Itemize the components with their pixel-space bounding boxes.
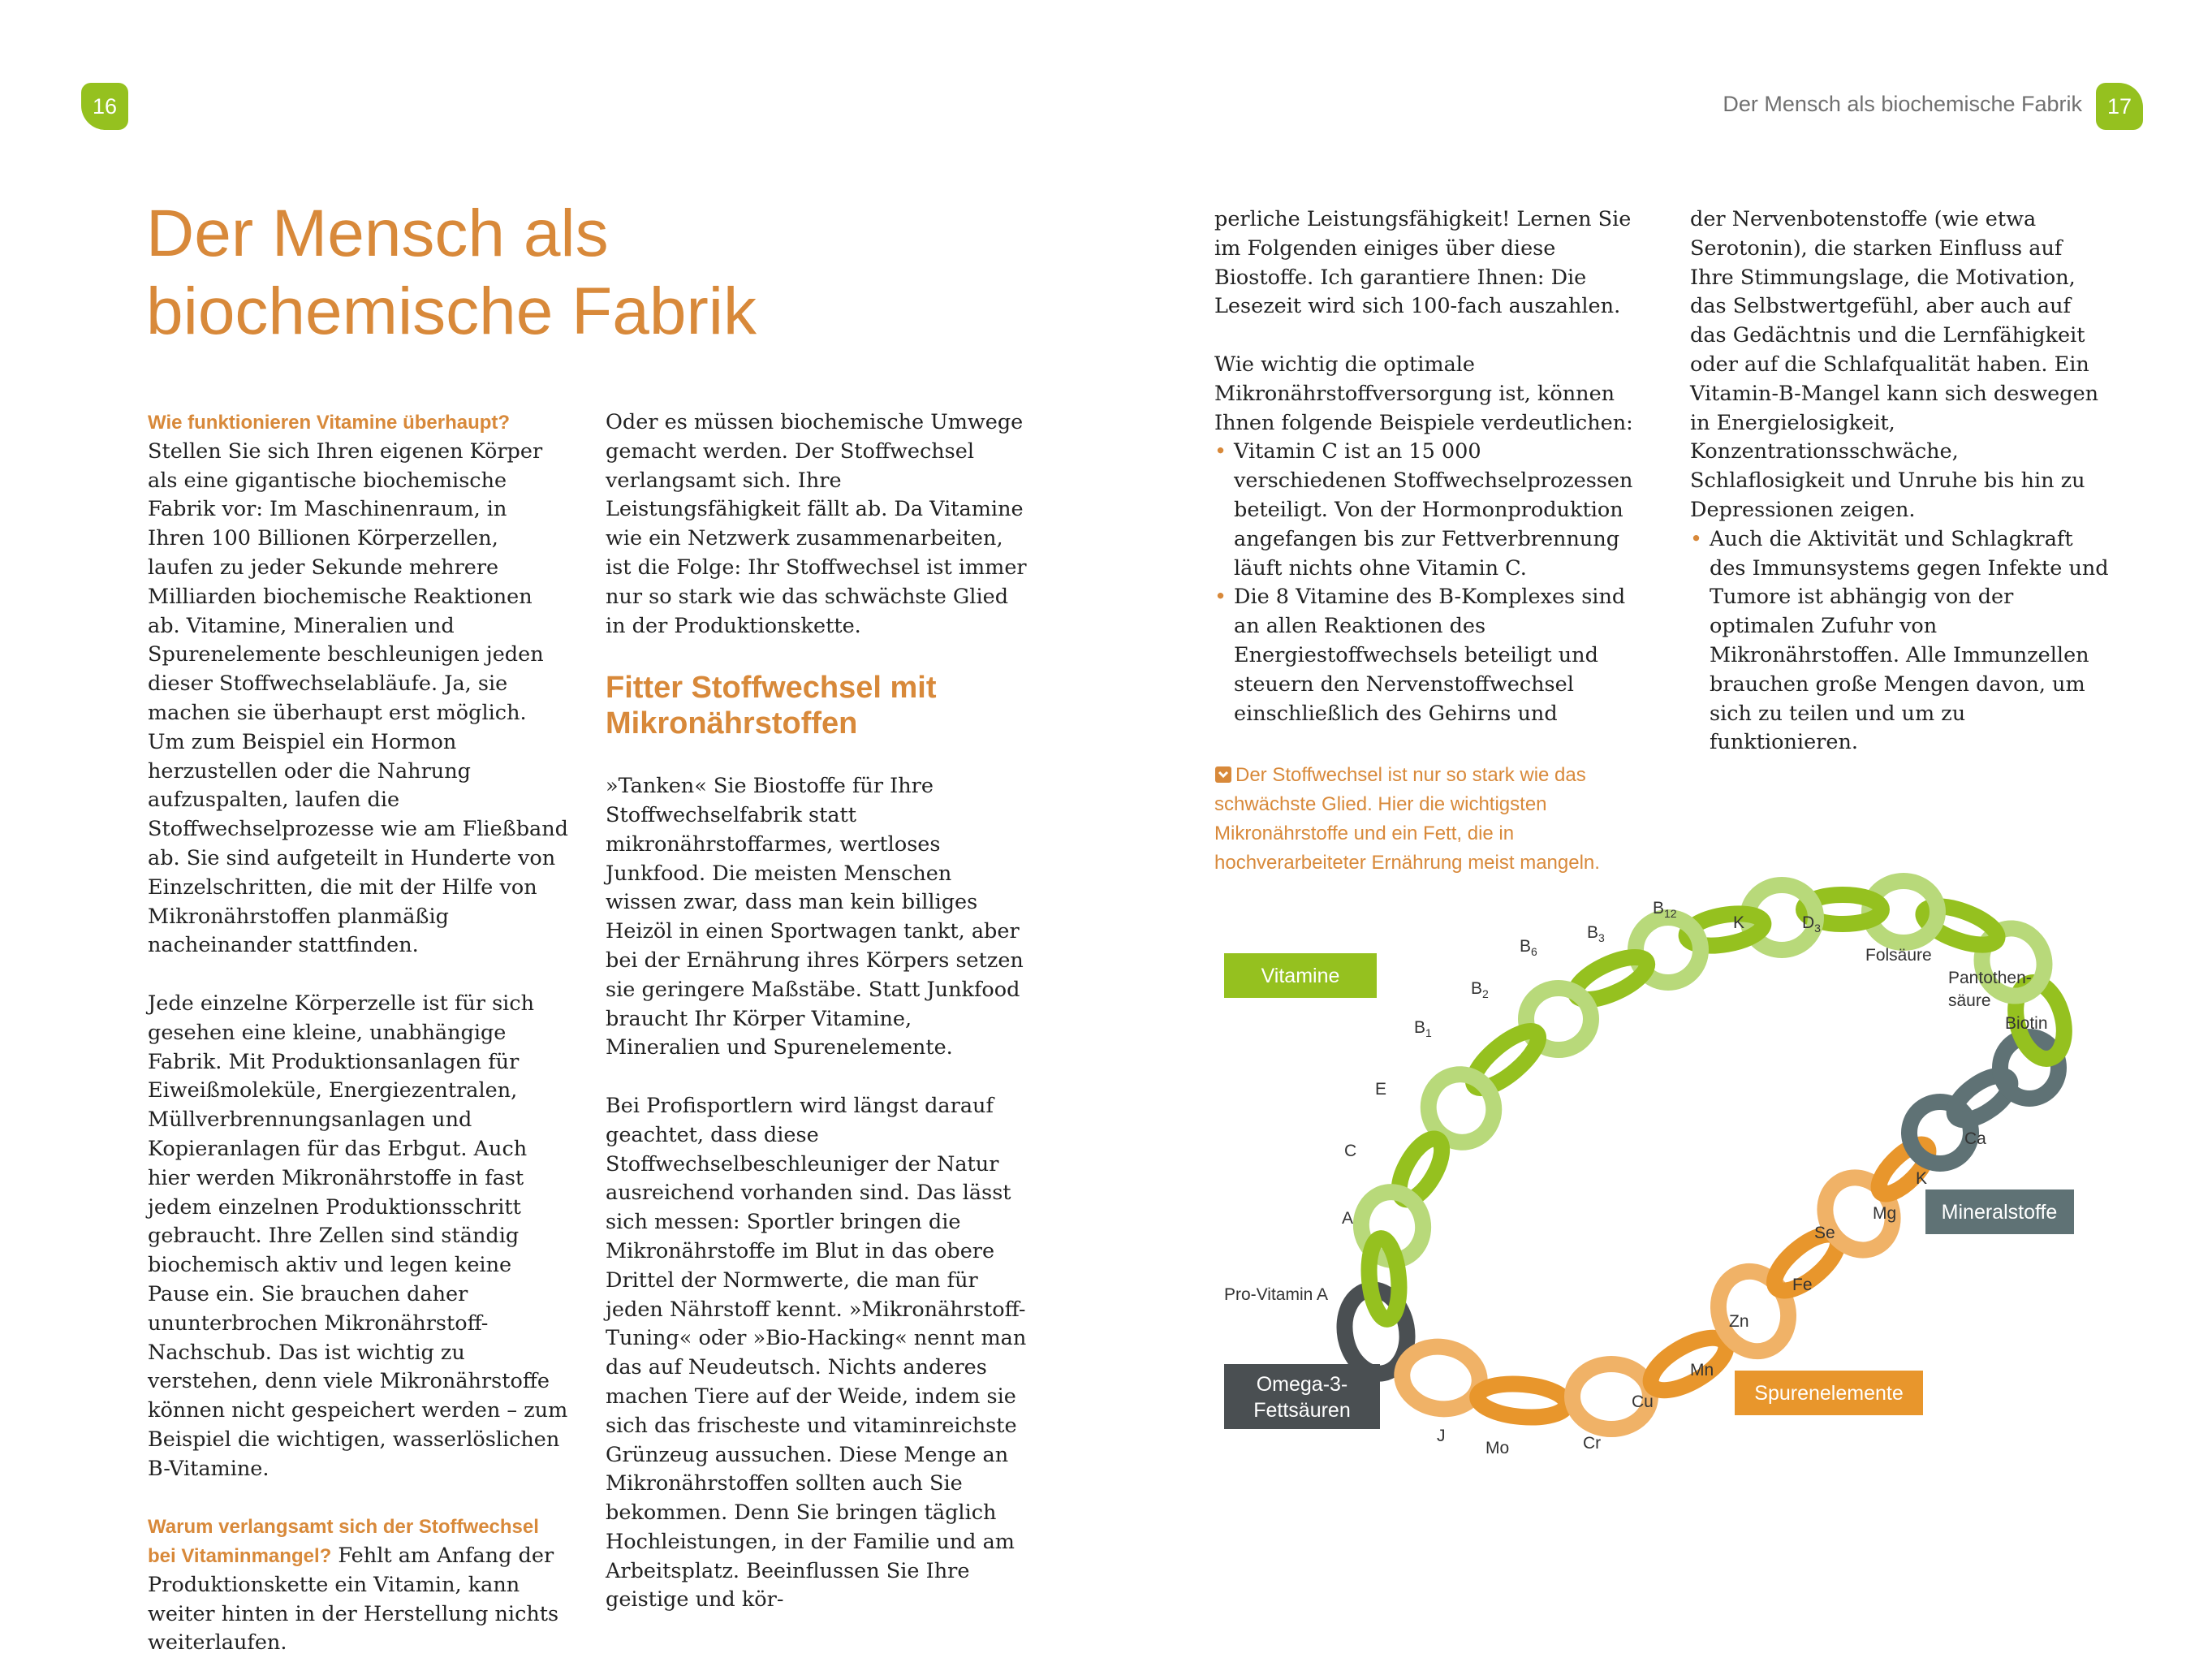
text-column-4 bbox=[1690, 205, 2112, 758]
paragraph-nervenbotenstoffe: der Nervenbotenstoffe (wie etwa Serotonin), die starken Einfluss auf Ihre Stimmungslage, die Motivation, das Selbstwertgefühl, aber auch auf das Gedächtnis und die Lernfähigkeit oder auf die Schlafqualität haben. Ein Vitamin-B-Mangel kann sich deswegen in Energielosigkeit, Konzentrationsschwäche, Schlaflosigkeit und Unruhe bis hin zu Depressionen zeigen. bbox=[1690, 207, 2099, 522]
label-e: E bbox=[1375, 1080, 1387, 1099]
page-number-right: 17 bbox=[2096, 83, 2143, 130]
paragraph-koerperzelle: Jede einzelne Körperzelle ist für sich gesehen eine kleine, unabhängige Fabrik. Mit Produktionsanlagen für Eiweißmoleküle, Energiezentralen, Müllverbrennungsanlagen und Kopieranlagen für das Erbgut. Auch hier werden Mikronährstoffe in fast jedem einzelnen Produktionsschritt gebraucht. Ihre Zellen sind ständig biochemisch aktiv und legen keine Pause ein. Sie brauchen daher ununterbrochen Mikronährstoff-Nachschub. Das ist wichtig zu verstehen, denn viele Mikronährstoffe können nicht gespeichert werden – zum Beispiel die wichtigen, wasserlöslichen B-Vitamine. bbox=[148, 991, 568, 1481]
caption-text: Der Stoffwechsel ist nur so stark wie das schwächste Glied. Hier die wichtigsten Mikronährstoffe und ein Fett, die in hochverarbeiteter Ernährung meist mangeln. bbox=[1214, 764, 1600, 874]
text-column-1 bbox=[148, 408, 570, 1658]
paragraph-profisportler: Bei Profisportlern wird längst darauf geachtet, dass diese Stoffwechselbeschleuniger der Natur ausreichend vorhanden sind. Das lässt sich messen: Sportler bringen die Mikronährstoffe im Blut in das obere Drittel der Normwerte, die man für jeden Nährstoff kennt. »Mikronährstoff-Tuning« oder »Bio-Hacking« nennt man das auf Neudeutsch. Nichts anderes machen Tiere auf der Weide, indem sie sich das frischeste und vitaminreichste Grünzeug aussuchen. Diese Menge an Mikronährstoffen sollten auch Sie bekommen. Denn Sie bringen täglich Hochleistungen, in der Familie und am Arbeitsplatz. Beeinflussen Sie Ihre geistige und kör- bbox=[606, 1093, 1027, 1613]
paragraph-text: Fehlt am Anfang der Produktionskette ein Vitamin, kann weiter hinten in der Herstellung nichts weiterlaufen. bbox=[148, 1544, 559, 1656]
label-mn: Mn bbox=[1690, 1361, 1714, 1380]
label-d3: $D_3$ bbox=[1802, 913, 1821, 935]
label-b2: $B_2$ bbox=[1471, 979, 1489, 1000]
title-line-2: biochemische Fabrik bbox=[146, 274, 757, 348]
label-k: K bbox=[1733, 913, 1745, 932]
label-b6: $B_6$ bbox=[1520, 937, 1537, 958]
label-box-spurenelemente bbox=[1735, 1371, 1923, 1415]
label-b1: $B_1$ bbox=[1414, 1018, 1432, 1039]
chain-link-pro-vitamin-a bbox=[1366, 1237, 1403, 1321]
label-ca: Ca bbox=[1964, 1129, 1986, 1148]
label-b3: $B_3$ bbox=[1587, 923, 1605, 944]
section-subhead: Fitter Stoffwechsel mit Mikronährstoffen bbox=[606, 671, 937, 741]
paragraph-leistungsfaehigkeit: perliche Leistungsfähigkeit! Lernen Sie im Folgenden einiges über diese Biostoffe. Ich garantiere Ihnen: Die Lesezeit wird sich 100-fach auszahlen. bbox=[1214, 207, 1632, 319]
paragraph-text: Stellen Sie sich Ihren eigenen Körper als eine gigantische biochemische Fabrik vor: Im Maschinenraum, in Ihren 100 Billionen Körperzellen, laufen zu jeder Sekunde mehrere Milliarden biochemische Reaktionen ab. Vitamine, Mineralien und Spurenelemente beschleunigen jeden dieser Stoffwechselabläufe. Ja, sie machen sie überhaupt erst möglich. Um zum Beispiel ein Hormon herzustellen oder die Nahrung aufzuspalten, laufen die Stoffwechselprozesse wie am Fließband ab. Sie sind aufgeteilt in Hunderte von Einzelschritten, die mit der Hilfe von Mikronährstoffen planmäßig nacheinander stattfinden. bbox=[148, 438, 568, 958]
running-head: Der Mensch als biochemische Fabrik bbox=[1723, 92, 2082, 116]
label-zn: Zn bbox=[1729, 1312, 1749, 1331]
chevron-down-icon bbox=[1214, 766, 1232, 784]
paragraph-umwege: Oder es müssen biochemische Umwege gemacht werden. Der Stoffwechsel verlangsamt sich. Ihre Leistungsfähigkeit fällt ab. Da Vitamine wie ein Netzwerk zusammenarbeiten, ist die Folge: Ihr Stoffwechsel ist immer nur so stark wie das schwächste Glied in der Produktionskette. bbox=[606, 410, 1027, 638]
text-column-3 bbox=[1214, 205, 1636, 728]
label-pantothen: Pantothen- bbox=[1948, 969, 2032, 987]
label-omega-line2: Fettsäuren bbox=[1253, 1399, 1351, 1422]
label-mineralstoffe-text: Mineralstoffe bbox=[1941, 1201, 2058, 1224]
label-k-mineral: K bbox=[1916, 1169, 1928, 1188]
label-box-omega3 bbox=[1224, 1364, 1380, 1429]
label-folsaeure: Folsäure bbox=[1865, 946, 1932, 965]
label-box-vitamine bbox=[1224, 953, 1377, 998]
bullet-vitamin-c: • Vitamin C ist an 15 000 verschiedenen Stoffwechselprozessen beteiligt. Von der Hormonproduktion angefangen bis zur Fettverbrennung läuft nichts ohne Vitamin C. bbox=[1214, 438, 1636, 583]
lead-question-1: Wie funktionieren Vitamine überhaupt? bbox=[148, 412, 511, 434]
label-omega-line1: Omega-3- bbox=[1256, 1373, 1348, 1396]
title-line-1: Der Mensch als bbox=[146, 196, 609, 270]
chain-link-mo bbox=[1476, 1380, 1567, 1420]
paragraph-tanken: »Tanken« Sie Biostoffe für Ihre Stoffwechselfabrik statt mikronährstoffarmes, wertloses Junkfood. Die meisten Menschen wissen zwar, dass man kein billiges Heizöl in einen Sportwagen tankt, aber bei der Ernährung ihres Körpers setzen sie geringere Maßstäbe. Statt Junkfood braucht Ihr Körper Vitamine, Mineralien und Spurenelemente. bbox=[606, 774, 1024, 1060]
label-cu: Cu bbox=[1632, 1392, 1654, 1411]
lead-question-2: Warum verlangsamt sich der Stoffwechsel bei Vitaminmangel? bbox=[148, 1516, 539, 1568]
label-mo: Mo bbox=[1485, 1439, 1510, 1457]
label-cr: Cr bbox=[1583, 1434, 1602, 1453]
bullet-list-2 bbox=[1690, 525, 2112, 758]
label-c: C bbox=[1344, 1142, 1357, 1160]
label-b12: $B_{12}$ bbox=[1653, 899, 1677, 920]
label-mg: Mg bbox=[1873, 1204, 1897, 1223]
label-box-mineralstoffe bbox=[1925, 1190, 2074, 1234]
page-title bbox=[146, 195, 958, 351]
bullet-immunsystem: • Auch die Aktivität und Schlagkraft des Immunsystems gegen Infekte und Tumore ist abhängig von der optimalen Zufuhr von Mikronährstoffen. Alle Immunzellen brauchen große Mengen davon, um sich zu teilen und um zu funktionieren. bbox=[1690, 525, 2112, 758]
label-a: A bbox=[1342, 1209, 1354, 1228]
label-se: Se bbox=[1814, 1224, 1835, 1242]
page-number-left: 16 bbox=[81, 83, 128, 130]
label-vitamine-text: Vitamine bbox=[1261, 965, 1340, 987]
paragraph-vitamine-funktion bbox=[148, 408, 570, 961]
label-pro-vitamin-a: Pro-Vitamin A bbox=[1224, 1285, 1328, 1304]
label-biotin: Biotin bbox=[2005, 1014, 2048, 1033]
bullet-list-1 bbox=[1214, 438, 1636, 728]
label-fe: Fe bbox=[1792, 1276, 1813, 1294]
text-column-2 bbox=[606, 408, 1028, 1615]
label-spurenelemente-text: Spurenelemente bbox=[1754, 1382, 1904, 1405]
bullet-b-komplex: • Die 8 Vitamine des B-Komplexes sind an allen Reaktionen des Energiestoffwechsels beteiligt und steuern den Nervenstoffwechsel einschließlich des Gehirns und bbox=[1214, 583, 1636, 728]
paragraph-vitaminmangel bbox=[148, 1513, 570, 1658]
label-j: J bbox=[1437, 1427, 1446, 1445]
figure-caption bbox=[1214, 761, 1669, 878]
label-saeure: säure bbox=[1948, 991, 1991, 1010]
nutrient-chain-diagram bbox=[1201, 893, 2143, 1478]
paragraph-beispiele: Wie wichtig die optimale Mikronährstoffversorgung ist, können Ihnen folgende Beispiele verdeutlichen: bbox=[1214, 352, 1633, 435]
